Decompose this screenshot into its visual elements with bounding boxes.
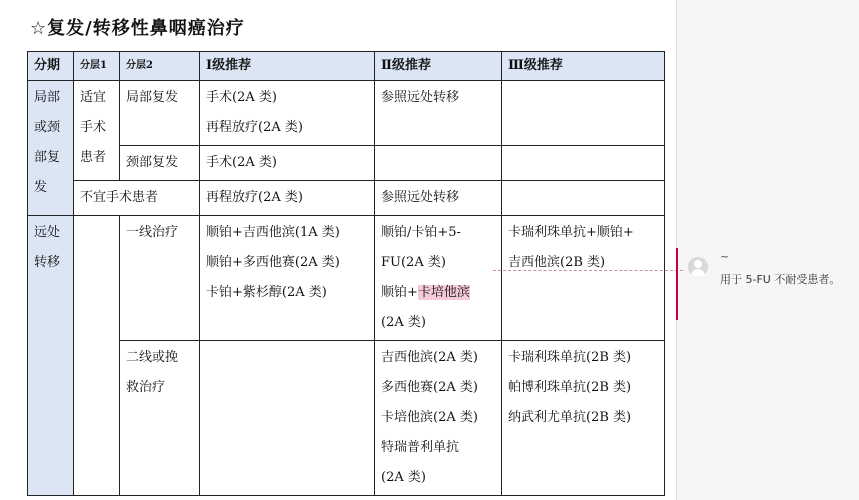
cell-surgical-group: 适宜 手术 患者 — [74, 81, 120, 181]
cell-stage-distant: 远处 转移 — [28, 216, 74, 496]
comment-margin — [676, 0, 859, 500]
cell-first-line-level2: 顺铂/卡铂+5- FU(2A 类) 顺铂+卡培他滨 (2A 类) — [375, 216, 502, 341]
table-row — [28, 341, 665, 496]
cell-local-recurrence: 局部复发 — [120, 81, 200, 146]
header-level3: Ⅲ级推荐 — [502, 52, 665, 81]
cell-local-level3 — [502, 81, 665, 146]
comment-text[interactable]: 用于 5-FU 不耐受患者。 — [720, 273, 841, 286]
cell-non-surgical: 不宜手术患者 — [74, 181, 200, 216]
avatar — [688, 257, 708, 277]
comment-anchor-line — [493, 270, 683, 271]
avatar-body — [691, 269, 705, 277]
cell-second-line-level2: 吉西他滨(2A 类) 多西他赛(2A 类) 卡培他滨(2A 类) 特瑞普利单抗 (2A 类) — [375, 341, 502, 496]
table-header-row — [28, 52, 665, 81]
avatar-head — [694, 260, 702, 268]
table-row — [28, 181, 665, 216]
header-level2: Ⅱ级推荐 — [375, 52, 502, 81]
cell-neck-level1: 手术(2A 类) — [200, 146, 375, 181]
table-row — [28, 146, 665, 181]
table-row — [28, 216, 665, 341]
cell-neck-level3 — [502, 146, 665, 181]
cell-first-line-level3: 卡瑞利珠单抗+顺铂+ 吉西他滨(2B 类) — [502, 216, 665, 341]
cell-second-line-level1 — [200, 341, 375, 496]
comment-author: ~ — [720, 250, 730, 263]
cell-distant-layer1 — [74, 216, 120, 496]
header-layer1: 分层1 — [74, 52, 120, 81]
cell-non-surgical-level3 — [502, 181, 665, 216]
cell-neck-recurrence: 颈部复发 — [120, 146, 200, 181]
cell-stage-local: 局部 或颈 部复 发 — [28, 81, 74, 216]
highlighted-text[interactable]: 卡培他滨 — [417, 285, 470, 300]
comment-active-bar — [676, 248, 678, 320]
cell-local-level1: 手术(2A 类) 再程放疗(2A 类) — [200, 81, 375, 146]
cell-local-level2: 参照远处转移 — [375, 81, 502, 146]
cell-non-surgical-level1: 再程放疗(2A 类) — [200, 181, 375, 216]
treatment-table — [27, 51, 665, 496]
table-row — [28, 81, 665, 146]
cell-non-surgical-level2: 参照远处转移 — [375, 181, 502, 216]
header-stage: 分期 — [28, 52, 74, 81]
cell-first-line-level1: 顺铂+吉西他滨(1A 类) 顺铂+多西他赛(2A 类) 卡铂+紫杉醇(2A 类) — [200, 216, 375, 341]
page-title: ☆复发/转移性鼻咽癌治疗 — [30, 18, 245, 39]
cell-second-line-level3: 卡瑞利珠单抗(2B 类) 帕博利珠单抗(2B 类) 纳武利尤单抗(2B 类) — [502, 341, 665, 496]
cell-neck-level2 — [375, 146, 502, 181]
header-level1: Ⅰ级推荐 — [200, 52, 375, 81]
header-layer2: 分层2 — [120, 52, 200, 81]
cell-second-line: 二线或挽 救治疗 — [120, 341, 200, 496]
cell-first-line: 一线治疗 — [120, 216, 200, 341]
